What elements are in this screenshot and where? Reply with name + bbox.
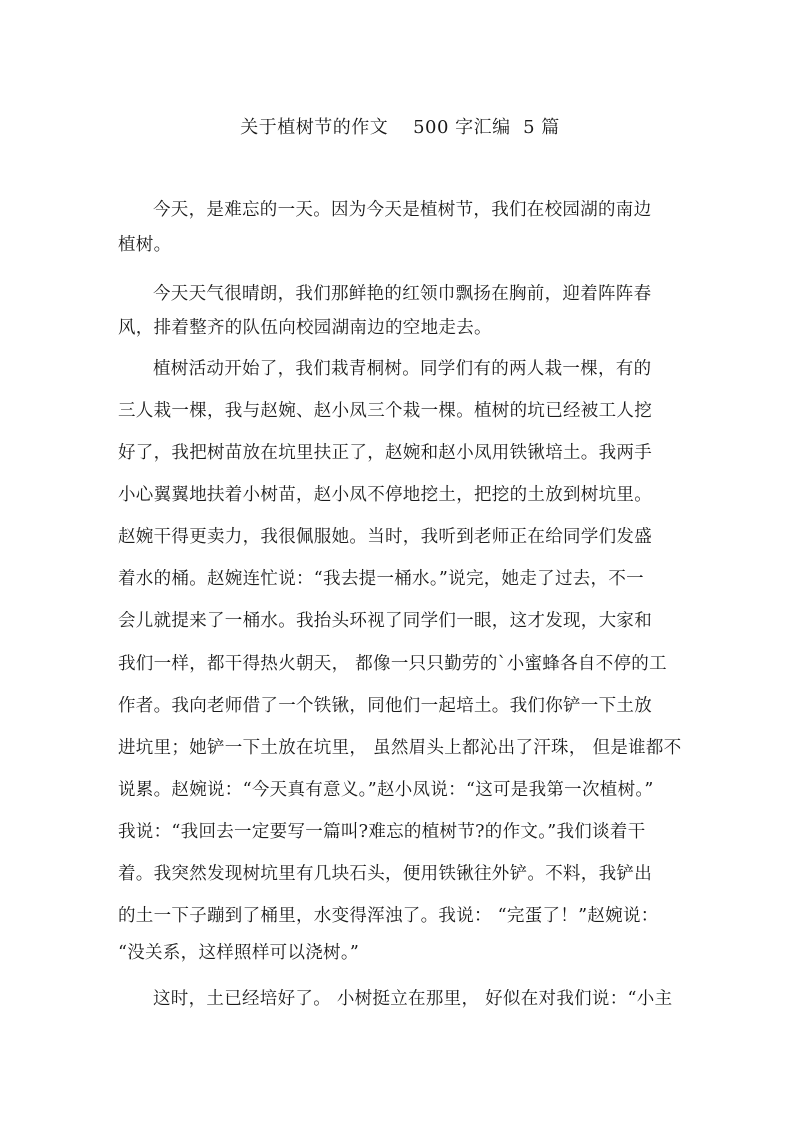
paragraph-1-line-1: 今天，是难忘的一天。因为今天是植树节，我们在校园湖的南边	[153, 200, 652, 220]
paragraph-2-line-1: 今天天气很晴朗，我们那鲜艳的红领巾飘扬在胸前，迎着阵阵春	[153, 284, 652, 304]
paragraph-3-line-8: 我们一样，都干得热火朝天， 都像一只只勤劳的`小蜜蜂各自不停的工	[118, 654, 667, 674]
paragraph-3-line-14: 的土一下子蹦到了桶里，水变得浑浊了。我说： “完蛋了！”赵婉说：	[118, 906, 659, 926]
paragraph-3-line-7: 会儿就提来了一桶水。我抬头环视了同学们一眼，这才发现，大家和	[118, 611, 652, 631]
paragraph-2-line-2: 风，排着整齐的队伍向校园湖南边的空地走去。	[118, 318, 492, 338]
paragraph-3-line-10: 进坑里；她铲一下土放在坑里， 虽然眉头上都沁出了汗珠， 但是谁都不	[118, 738, 682, 758]
paragraph-1-line-2: 植树。	[118, 235, 172, 255]
paragraph-4-line-1: 这时，土已经培好了。 小树挺立在那里， 好似在对我们说：“小主	[153, 989, 673, 1009]
paragraph-3-line-11: 说累。赵婉说：“今天真有意义。”赵小凤说：“这可是我第一次植树。”	[118, 780, 654, 800]
paragraph-3-line-3: 好了，我把树苗放在坑里扶正了，赵婉和赵小凤用铁锹培土。我两手	[118, 443, 652, 463]
paragraph-3-line-9: 作者。我向老师借了一个铁锹，同他们一起培土。我们你铲一下土放	[118, 696, 652, 716]
page-title: 关于植树节的作文 500 字汇编 5 篇	[240, 117, 560, 138]
paragraph-3-line-12: 我说：“我回去一定要写一篇叫?难忘的植树节?的作文。”我们谈着干	[118, 822, 646, 842]
paragraph-3-line-2: 三人栽一棵，我与赵婉、赵小凤三个栽一棵。植树的坑已经被工人挖	[118, 401, 652, 421]
paragraph-3-line-1: 植树活动开始了，我们栽青桐树。同学们有的两人栽一棵，有的	[153, 359, 652, 379]
paragraph-3-line-15: “没关系，这样照样可以浇树。”	[118, 943, 360, 963]
paragraph-3-line-4: 小心翼翼地扶着小树苗，赵小凤不停地挖土，把挖的土放到树坑里。	[118, 485, 652, 505]
paragraph-3-line-6: 着水的桶。赵婉连忙说：“我去提一桶水。”说完，她走了过去，不一	[118, 569, 644, 589]
paragraph-3-line-13: 着。我突然发现树坑里有几块石头，便用铁锹往外铲。不料，我铲出	[118, 864, 652, 884]
paragraph-3-line-5: 赵婉干得更卖力，我很佩服她。当时，我听到老师正在给同学们发盛	[118, 527, 652, 547]
